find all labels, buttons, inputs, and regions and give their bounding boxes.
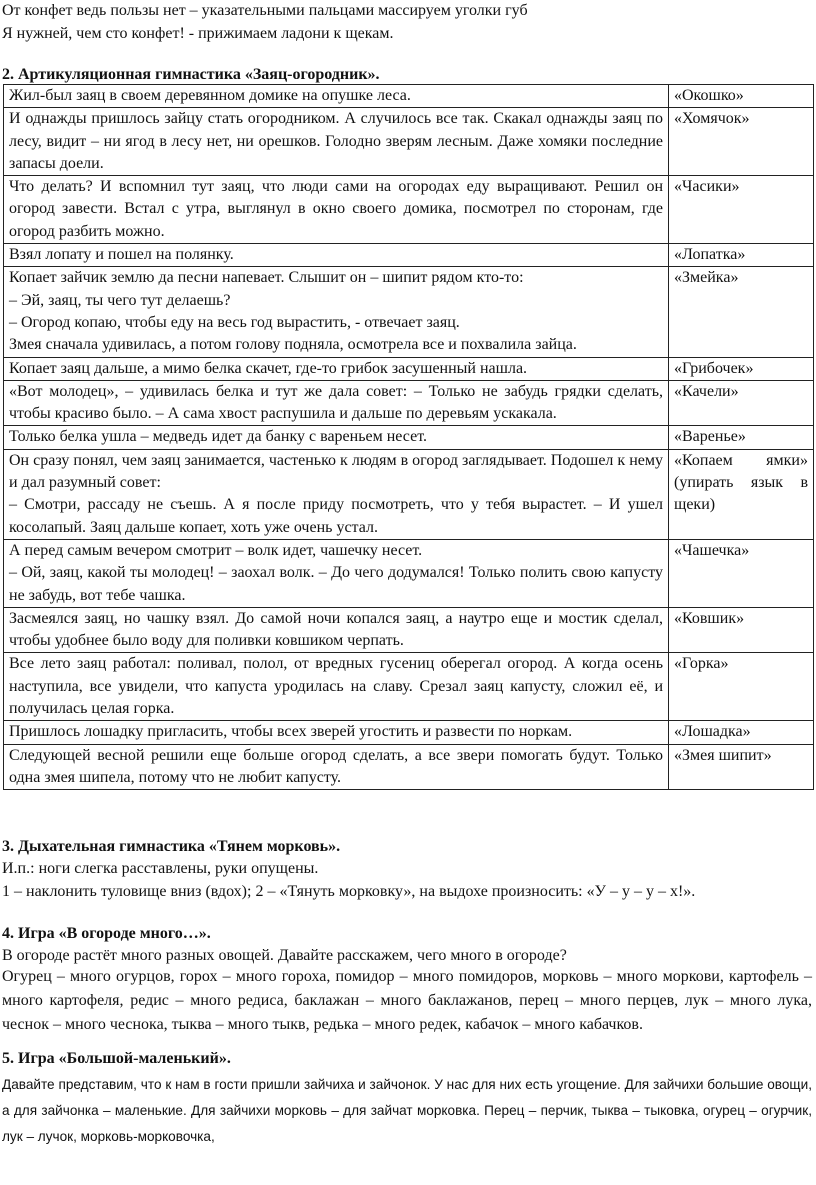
exercise-cell: «Ковшик»	[669, 607, 814, 653]
section-3-line: 1 – наклонить туловище вниз (вдох); 2 – «Тянуть морковку», на выдохе произносить: «У – у – у – х!».	[2, 883, 696, 900]
section-4-paragraph: Огурец – много огурцов, горох – много гороха, помидор – много помидоров, морковь – много моркови, картофель – много картофеля, редис – много редиса, баклажан – много баклажанов, перец – много перцев, лук – много лука, чеснок – много чеснока, тыква – много тыкв, редька – много редек, кабачок – много кабачков.	[2, 968, 812, 1033]
story-cell: Что делать? И вспомнил тут заяц, что люди сами на огородах еду выращивают. Решил он огород завести. Встал с утра, выглянул в окно своего домика, посмотрел по сторонам, где огород разбить можно.	[4, 176, 669, 244]
story-cell: Следующей весной решили еще больше огород сделать, а все звери помогать будут. Только одна змея шипела, потому что не любит капусту.	[4, 744, 669, 790]
story-cell: Он сразу понял, чем заяц занимается, частенько к людям в огород заглядывает. Подошел к нему и дал разумный совет: – Смотри, рассаду не съешь. А я после приду посмотреть, что у тебя вырастет. – И ушел косолапый. Заяц дальше копает, хоть уже очень устал.	[4, 449, 669, 539]
exercise-cell: «Качели»	[669, 380, 814, 426]
table-row	[4, 108, 814, 176]
exercise-cell: «Лошадка»	[669, 721, 814, 744]
section-4-title: 4. Игра «В огороде много…».	[2, 925, 211, 942]
exercise-cell: «Чашечка»	[669, 539, 814, 607]
exercise-cell: «Горка»	[669, 653, 814, 721]
table-row	[4, 653, 814, 721]
intro-line: От конфет ведь пользы нет – указательными пальцами массируем уголки губ	[2, 2, 528, 19]
intro-line: Я нужней, чем сто конфет! - прижимаем ладони к щекам.	[2, 25, 394, 42]
story-cell: Засмеялся заяц, но чашку взял. До самой ночи копался заяц, а наутро еще и мостик сделал, чтобы удобнее было воду для поливки ковшиком черпать.	[4, 607, 669, 653]
story-cell: Все лето заяц работал: поливал, полол, от вредных гусениц оберегал огород. А когда осень наступила, все увидели, что капуста уродилась на славу. Срезал заяц капусту, сложил её, и получилась целая горка.	[4, 653, 669, 721]
exercise-cell: «Варенье»	[669, 426, 814, 449]
exercise-cell: «Змея шипит»	[669, 744, 814, 790]
story-cell: «Вот молодец», – удивилась белка и тут же дала совет: – Только не забудь грядки сделать, чтобы красиво было. – А сама хвост распушила и дальше по деревьям ускакала.	[4, 380, 669, 426]
table-row	[4, 721, 814, 744]
story-cell: Взял лопату и пошел на полянку.	[4, 244, 669, 267]
story-cell: Копает зайчик землю да песни напевает. Слышит он – шипит рядом кто-то: – Эй, заяц, ты чего тут делаешь? – Огород копаю, чтобы еду на весь год вырастить, - отвечает заяц. Змея сначала удивилась, а потом голову подняла, осмотрела все и похвалила зайца.	[4, 267, 669, 357]
section-5-title: 5. Игра «Большой-маленький».	[2, 1050, 231, 1067]
section-3-line: И.п.: ноги слегка расставлены, руки опущены.	[2, 860, 319, 877]
articulation-table	[3, 84, 814, 790]
story-cell: Пришлось лошадку пригласить, чтобы всех зверей угостить и развести по норкам.	[4, 721, 669, 744]
exercise-cell: «Лопатка»	[669, 244, 814, 267]
exercise-cell: «Копаем ямки» (упирать язык в щеки)	[669, 449, 814, 539]
exercise-cell: «Змейка»	[669, 267, 814, 357]
table-row	[4, 176, 814, 244]
table-row	[4, 244, 814, 267]
story-cell: Только белка ушла – медведь идет да банку с вареньем несет.	[4, 426, 669, 449]
table-row	[4, 380, 814, 426]
section-4-line: В огороде растёт много разных овощей. Давайте расскажем, чего много в огороде?	[2, 947, 567, 964]
section-5-paragraph: Давайте представим, что к нам в гости пришли зайчиха и зайчонок. У нас для них есть угощение. Для зайчихи большие овощи, а для зайчонка – маленькие. Для зайчихи морковь – для зайчат морковка. Перец – перчик, тыква – тыковка, огурец – огурчик, лук – лучок, морковь-морковочка,	[2, 1077, 812, 1144]
table-row	[4, 744, 814, 790]
table-row	[4, 426, 814, 449]
story-cell: Жил-был заяц в своем деревянном домике на опушке леса.	[4, 85, 669, 108]
table-row	[4, 607, 814, 653]
exercise-cell: «Хомячок»	[669, 108, 814, 176]
table-row	[4, 267, 814, 357]
table-row	[4, 357, 814, 380]
table-row	[4, 449, 814, 539]
story-cell: А перед самым вечером смотрит – волк идет, чашечку несет. – Ой, заяц, какой ты молодец! – заохал волк. – До чего додумался! Только полить свою капусту не забудь, вот тебе чашка.	[4, 539, 669, 607]
table-row	[4, 539, 814, 607]
section-2-title: 2. Артикуляционная гимнастика «Заяц-огородник».	[2, 66, 380, 83]
story-cell: И однажды пришлось зайцу стать огородником. А случилось все так. Скакал однажды заяц по лесу, видит – ни ягод в лесу нет, ни орешков. Голодно зверям лесным. Даже хомяки последние запасы доели.	[4, 108, 669, 176]
story-cell: Копает заяц дальше, а мимо белка скачет, где-то грибок засушенный нашла.	[4, 357, 669, 380]
table-row	[4, 85, 814, 108]
exercise-cell: «Грибочек»	[669, 357, 814, 380]
section-3-title: 3. Дыхательная гимнастика «Тянем морковь».	[2, 838, 341, 855]
exercise-cell: «Часики»	[669, 176, 814, 244]
exercise-cell: «Окошко»	[669, 85, 814, 108]
